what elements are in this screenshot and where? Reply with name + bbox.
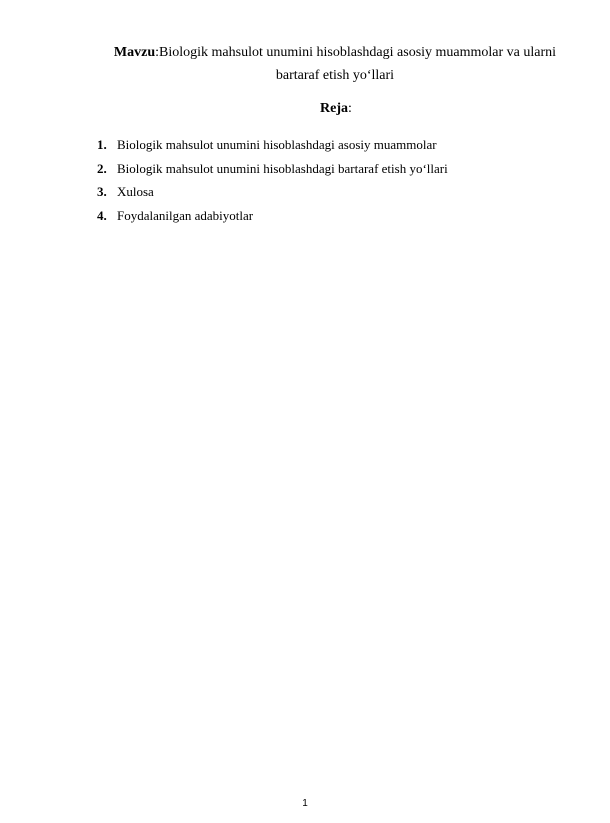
list-item-number: 3. — [97, 184, 107, 199]
list-item-text: Biologik mahsulot unumini hisoblashdagi asosiy muammolar — [117, 137, 437, 152]
list-item — [97, 160, 448, 184]
topic-label: Mavzu — [113, 45, 156, 60]
plan-heading-label: Reja — [320, 101, 349, 116]
plan-list — [97, 136, 448, 230]
document-title — [100, 41, 570, 87]
list-item-number: 4. — [97, 207, 107, 223]
title-line-2: bartaraf etish yo‘llari — [275, 68, 395, 83]
page-number: 1 — [302, 798, 308, 809]
title-line-1 — [100, 41, 570, 64]
list-item-text: Xulosa — [117, 184, 154, 199]
plan-heading — [0, 100, 610, 118]
list-item-number: 1. — [97, 137, 107, 152]
list-item — [97, 136, 448, 160]
list-item — [97, 207, 448, 231]
list-item-text: Biologik mahsulot unumini hisoblashdagi bartaraf etish yo‘llari — [117, 160, 448, 176]
list-item-number: 2. — [97, 160, 107, 176]
plan-heading-suffix: : — [348, 101, 352, 116]
topic-separator: : — [155, 45, 160, 60]
list-item-text: Foydalanilgan adabiyotlar — [117, 207, 254, 223]
list-item — [97, 183, 448, 207]
topic-text-line-1: Biologik mahsulot unumini hisoblashdagi asosiy muammolar va ularni — [159, 45, 557, 60]
